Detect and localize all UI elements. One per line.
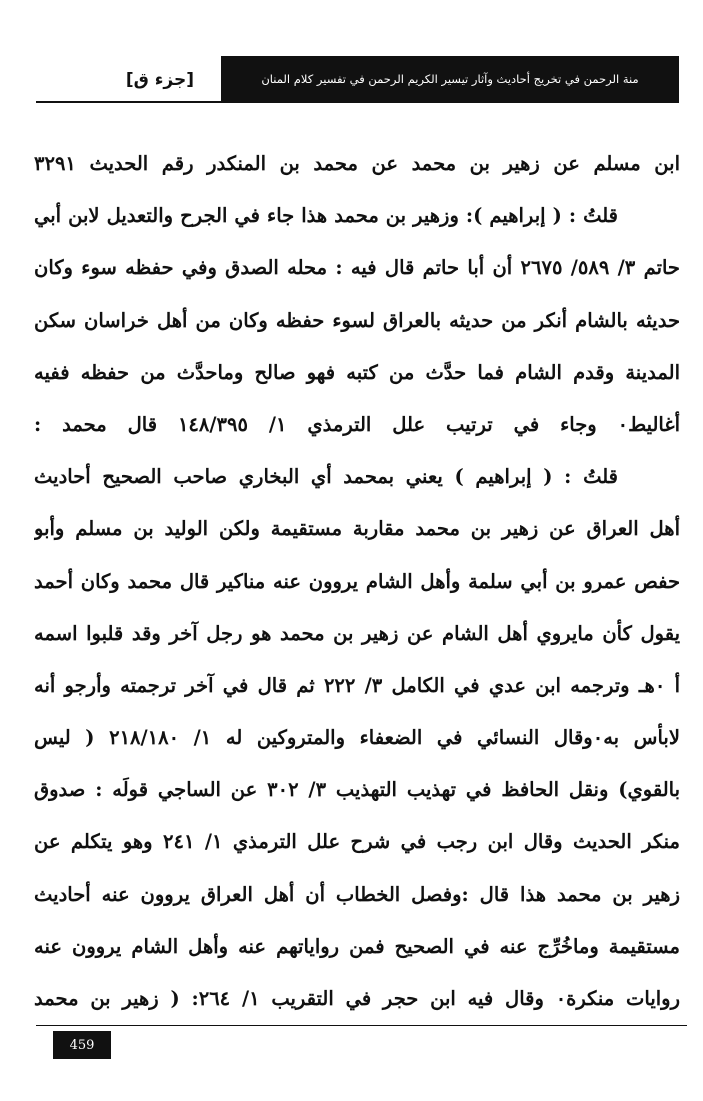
text-line: روايات منكرة٠ وقال فيه ابن حجر في التقريب ١/ ٢٦٤: ( زهير بن محمد	[34, 987, 680, 1010]
text-line: ابن مسلم عن زهير بن محمد عن محمد بن المنكدر رقم الحديث ٣٢٩١	[34, 152, 680, 175]
text-line: حفص عمرو بن أبي سلمة وأهل الشام يروون عنه مناكير قال محمد وكان أحمد	[34, 569, 680, 593]
text-line: أغاليط٠ وجاء في ترتيب علل الترمذي ١/ ١٤٨/٣٩٥ قال محمد :	[34, 412, 680, 436]
text-line: قلتُ : ( إبراهيم ) يعني بمحمد أي البخاري صاحب الصحيح أحاديث	[34, 465, 618, 489]
part-label: [جزء ق]	[125, 70, 194, 90]
text-line: حاتم ٣/ ٥٨٩/ ٢٦٧٥ أن أبا حاتم قال فيه : محله الصدق وفي حفظه سوء وكان	[34, 256, 680, 280]
text-line: منكر الحديث وقال ابن رجب في شرح علل الترمذي ١/ ٢٤١ وهو يتكلم عن	[34, 830, 680, 854]
page-number-label: 459	[69, 1037, 95, 1053]
text-line: المدينة وقدم الشام فما حدَّث من كتبه فهو صالح وماحدَّث من حفظه ففيه	[34, 360, 680, 384]
text-line: أ ٠هـ وترجمه ابن عدي في الكامل ٣/ ٢٢٢ ثم قال في آخر ترجمته وأرجو أنه	[34, 673, 680, 697]
text-line: مستقيمة وماخُرِّج عنه في الصحيح فمن رواياتهم عنه وأهل الشام يروون عنه	[34, 934, 680, 958]
body-text	[34, 145, 680, 1032]
footer-divider	[36, 1025, 687, 1026]
header-divider	[36, 101, 679, 103]
text-line: أهل العراق عن زهير بن محمد مقاربة مستقيمة ولكن الوليد بن مسلم وأبو	[34, 517, 680, 541]
text-line: حديثه بالشام أنكر من حديثه بالعراق لسوء حفظه وكان من أهل خراسان سكن	[34, 308, 680, 332]
running-header	[221, 56, 679, 102]
text-line: قلتُ : ( إبراهيم ): وزهير بن محمد هذا جاء في الجرح والتعديل لابن أبي	[34, 204, 618, 228]
text-line: لابأس به٠وقال النسائي في الضعفاء والمتروكين له ١/ ٢١٨/١٨٠ ( ليس	[34, 726, 680, 750]
book-title: منة الرحمن في تخريج أحاديث وآثار تيسير الكريم الرحمن في تفسير كلام المنان	[261, 72, 639, 86]
text-line: يقول كأن مايروي أهل الشام عن زهير بن محمد هو رجل آخر وقد قلبوا اسمه	[34, 621, 680, 645]
text-line: زهير بن محمد هذا قال :وفصل الخطاب أن أهل العراق يروون عنه أحاديث	[34, 882, 680, 906]
page-number	[53, 1031, 111, 1059]
text-line: بالقوي) ونقل الحافظ في تهذيب التهذيب ٣/ ٣٠٢ عن الساجي قولَه : صدوق	[34, 778, 680, 802]
